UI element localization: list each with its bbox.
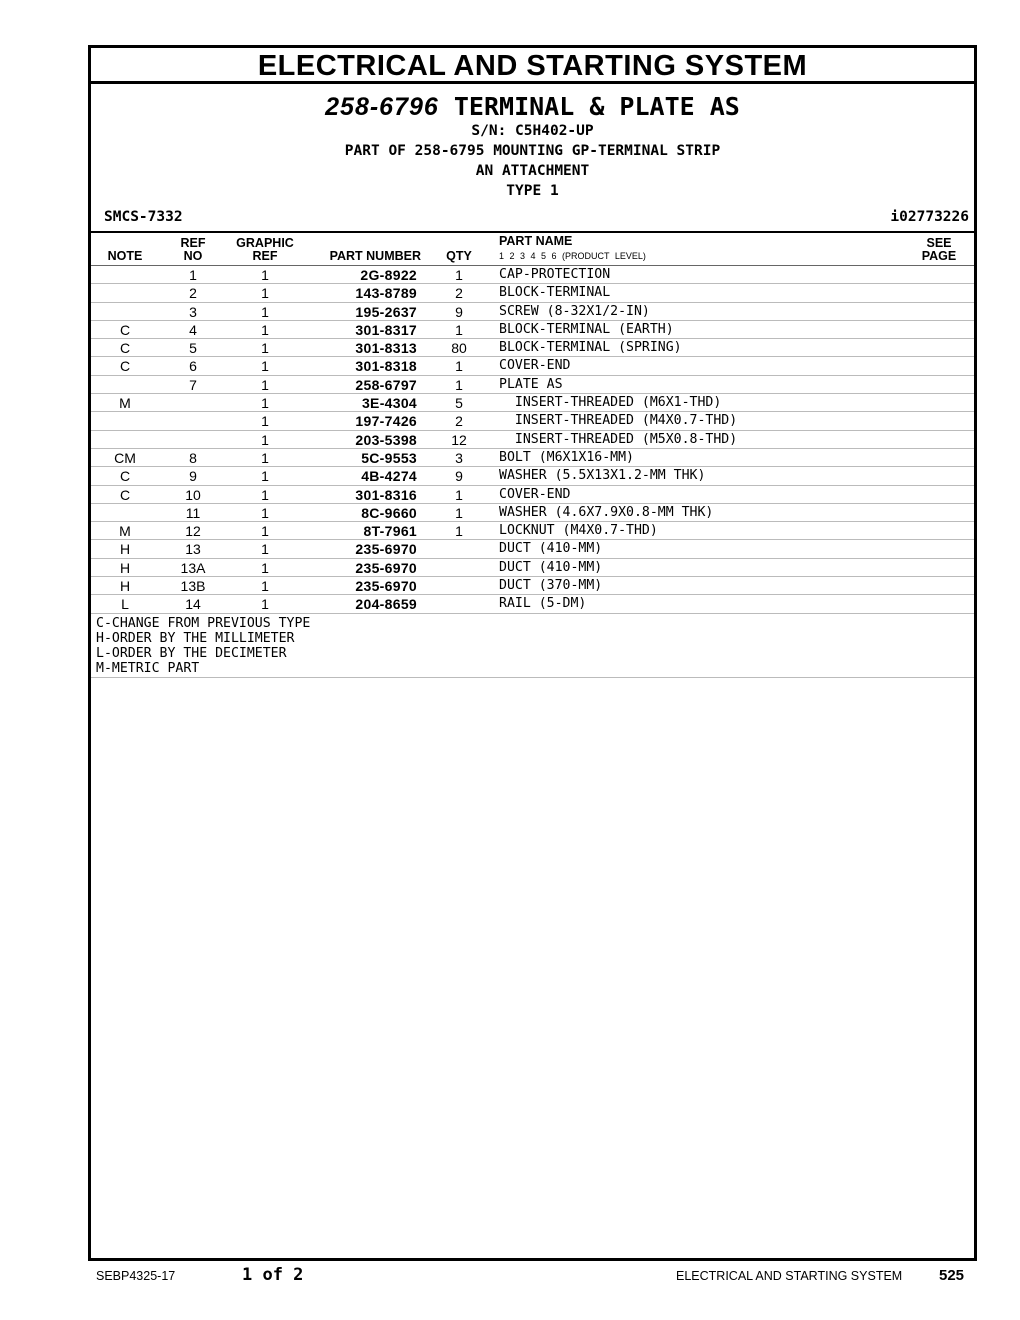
cell-ref: 13A (180, 559, 206, 576)
footer-section: ELECTRICAL AND STARTING SYSTEM (676, 1269, 903, 1283)
footer-doc-number: SEBP4325-17 (96, 1269, 176, 1283)
cell-pn: 8T-7961 (363, 523, 417, 540)
cell-name: PLATE AS (499, 376, 563, 392)
cell-graphic: 1 (261, 395, 269, 412)
cell-qty: 1 (455, 358, 463, 375)
cell-ref: 1 (189, 267, 197, 283)
cell-name: WASHER (5.5X13X1.2-MM THK) (499, 468, 706, 484)
col-qty: QTY (446, 249, 472, 263)
cell-qty: 3 (455, 449, 463, 466)
cell-name: BLOCK-TERMINAL (499, 285, 611, 301)
table-row (91, 339, 974, 357)
cell-graphic: 1 (261, 285, 269, 302)
cell-pn: 5C-9553 (361, 449, 417, 466)
cell-name: DUCT (410-MM) (499, 559, 603, 575)
cell-ref: 8 (189, 449, 197, 466)
cell-ref: 6 (189, 358, 197, 375)
cell-name: RAIL (5-DM) (499, 596, 587, 612)
cell-name: BOLT (M6X1X16-MM) (499, 449, 634, 465)
cell-qty: 5 (455, 395, 463, 412)
cell-name: INSERT-THREADED (M5X0.8-THD) (499, 431, 738, 447)
table-row (91, 595, 974, 613)
cell-name: INSERT-THREADED (M4X0.7-THD) (499, 413, 738, 429)
cell-pn: 2G-8922 (360, 267, 417, 283)
cell-pn: 8C-9660 (361, 504, 417, 521)
table-row (91, 449, 974, 467)
cell-graphic: 1 (261, 596, 269, 613)
cell-note: C (119, 321, 131, 338)
cell-note: CM (114, 449, 136, 466)
col-graphic-bottom: REF (252, 249, 278, 263)
cell-ref: 11 (185, 504, 201, 521)
serial-number: S/N: C5H402-UP (471, 123, 594, 139)
cell-name: WASHER (4.6X7.9X0.8-MM THK) (499, 504, 714, 520)
col-ref-top: REF (180, 236, 206, 250)
cell-name: COVER-END (499, 358, 571, 374)
attachment-line: AN ATTACHMENT (475, 163, 590, 179)
table-row (91, 504, 974, 522)
cell-pn: 301-8318 (355, 358, 417, 375)
cell-note: H (119, 559, 131, 576)
cell-name: CAP-PROTECTION (499, 267, 611, 282)
footer-page-of: 1 of 2 (242, 1265, 304, 1285)
table-row (91, 357, 974, 375)
group-part-number: 258-6796 (325, 93, 439, 121)
cell-name: COVER-END (499, 486, 571, 502)
note-h: H-ORDER BY THE MILLIMETER (96, 630, 295, 646)
cell-pn: 235-6970 (355, 559, 417, 576)
group-title-line (91, 93, 974, 121)
cell-pn: 301-8317 (355, 321, 417, 338)
page-footer (0, 1265, 1020, 1289)
col-see-bottom: PAGE (921, 249, 957, 263)
cell-graphic: 1 (261, 468, 269, 485)
cell-name: BLOCK-TERMINAL (SPRING) (499, 340, 682, 356)
cell-pn: 301-8316 (355, 486, 417, 503)
col-see-top: SEE (926, 236, 952, 250)
cell-ref: 9 (189, 468, 197, 485)
table-row (91, 376, 974, 394)
table-row (91, 540, 974, 558)
table-row (91, 321, 974, 339)
cell-note: C (119, 340, 131, 357)
type-line: TYPE 1 (506, 183, 559, 199)
cell-graphic: 1 (261, 504, 269, 521)
cell-pn: 197-7426 (355, 413, 417, 430)
group-heading (91, 93, 974, 201)
cell-qty: 80 (451, 340, 467, 357)
illustration-id: i02773226 (890, 209, 969, 225)
table-body (91, 266, 974, 614)
col-part-name: PART NAME (499, 234, 573, 248)
cell-ref: 3 (189, 303, 197, 320)
parts-table (91, 231, 974, 678)
table-row (91, 412, 974, 430)
cell-graphic: 1 (261, 431, 269, 448)
cell-note: M (119, 395, 131, 412)
cell-pn: 195-2637 (355, 303, 417, 320)
col-note: NOTE (107, 249, 143, 263)
cell-pn: 301-8313 (355, 340, 417, 357)
cell-pn: 204-8659 (355, 596, 417, 613)
cell-ref: 5 (189, 340, 197, 357)
cell-qty: 1 (455, 321, 463, 338)
cell-name: DUCT (410-MM) (499, 541, 603, 557)
col-product-levels: 1 2 3 4 5 6 (PRODUCT LEVEL) (499, 251, 646, 261)
cell-name: INSERT-THREADED (M6X1-THD) (499, 395, 722, 411)
note-l: L-ORDER BY THE DECIMETER (96, 645, 287, 661)
cell-graphic: 1 (261, 376, 269, 393)
footer-page-number: 525 (939, 1267, 965, 1284)
smcs-code: SMCS-7332 (104, 209, 183, 225)
cell-qty: 1 (455, 504, 463, 521)
cell-graphic: 1 (261, 578, 269, 595)
cell-qty: 1 (455, 523, 463, 540)
cell-qty: 9 (455, 468, 463, 485)
cell-note: L (121, 596, 129, 613)
smcs-row (91, 205, 974, 231)
cell-qty: 1 (455, 376, 463, 393)
cell-qty: 2 (455, 413, 463, 430)
cell-ref: 12 (185, 523, 201, 540)
cell-qty: 9 (455, 303, 463, 320)
notes-legend (91, 614, 974, 678)
cell-pn: 143-8789 (355, 285, 417, 302)
col-part-number: PART NUMBER (329, 249, 421, 263)
cell-pn: 203-5398 (355, 431, 417, 448)
cell-graphic: 1 (261, 358, 269, 375)
part-of-line: PART OF 258-6795 MOUNTING GP-TERMINAL STRIP (344, 143, 721, 159)
cell-graphic: 1 (261, 449, 269, 466)
cell-name: BLOCK-TERMINAL (EARTH) (499, 321, 674, 337)
cell-graphic: 1 (261, 486, 269, 503)
cell-name: LOCKNUT (M4X0.7-THD) (499, 523, 658, 539)
cell-pn: 235-6970 (355, 578, 417, 595)
cell-ref: 7 (189, 376, 197, 393)
note-c: C-CHANGE FROM PREVIOUS TYPE (96, 615, 311, 631)
cell-graphic: 1 (261, 267, 269, 283)
cell-note: C (119, 486, 131, 503)
col-graphic-top: GRAPHIC (236, 236, 294, 250)
cell-pn: 235-6970 (355, 541, 417, 558)
col-ref-bottom: NO (183, 249, 203, 263)
table-row (91, 467, 974, 485)
cell-pn: 258-6797 (355, 376, 417, 393)
cell-ref: 14 (185, 596, 201, 613)
cell-ref: 13B (180, 578, 206, 595)
group-title: TERMINAL & PLATE AS (453, 92, 740, 121)
cell-graphic: 1 (261, 303, 269, 320)
cell-graphic: 1 (261, 321, 269, 338)
table-row (91, 522, 974, 540)
cell-qty: 1 (455, 486, 463, 503)
cell-note: H (119, 578, 131, 595)
cell-ref: 13 (185, 541, 201, 558)
cell-graphic: 1 (261, 523, 269, 540)
cell-name: SCREW (8-32X1/2-IN) (499, 303, 650, 319)
cell-graphic: 1 (261, 541, 269, 558)
cell-note: C (119, 468, 131, 485)
cell-qty: 12 (451, 431, 467, 448)
cell-name: DUCT (370-MM) (499, 578, 603, 594)
section-title: ELECTRICAL AND STARTING SYSTEM (91, 48, 974, 84)
cell-note: C (119, 358, 131, 375)
cell-pn: 3E-4304 (361, 395, 417, 412)
cell-qty: 1 (455, 267, 463, 283)
cell-note: M (119, 523, 131, 540)
cell-graphic: 1 (261, 559, 269, 576)
cell-graphic: 1 (261, 340, 269, 357)
table-row (91, 394, 974, 412)
table-row (91, 577, 974, 595)
table-row (91, 431, 974, 449)
note-m: M-METRIC PART (96, 660, 200, 676)
cell-pn: 4B-4274 (361, 468, 417, 485)
cell-ref: 10 (185, 486, 201, 503)
cell-graphic: 1 (261, 413, 269, 430)
cell-ref: 4 (189, 321, 197, 338)
table-row (91, 486, 974, 504)
cell-ref: 2 (189, 285, 197, 302)
cell-qty: 2 (455, 285, 463, 302)
table-row (91, 266, 974, 284)
table-row (91, 559, 974, 577)
cell-note: H (119, 541, 131, 558)
table-row (91, 303, 974, 321)
table-header (91, 233, 974, 266)
page-frame (88, 45, 977, 1261)
table-row (91, 284, 974, 302)
